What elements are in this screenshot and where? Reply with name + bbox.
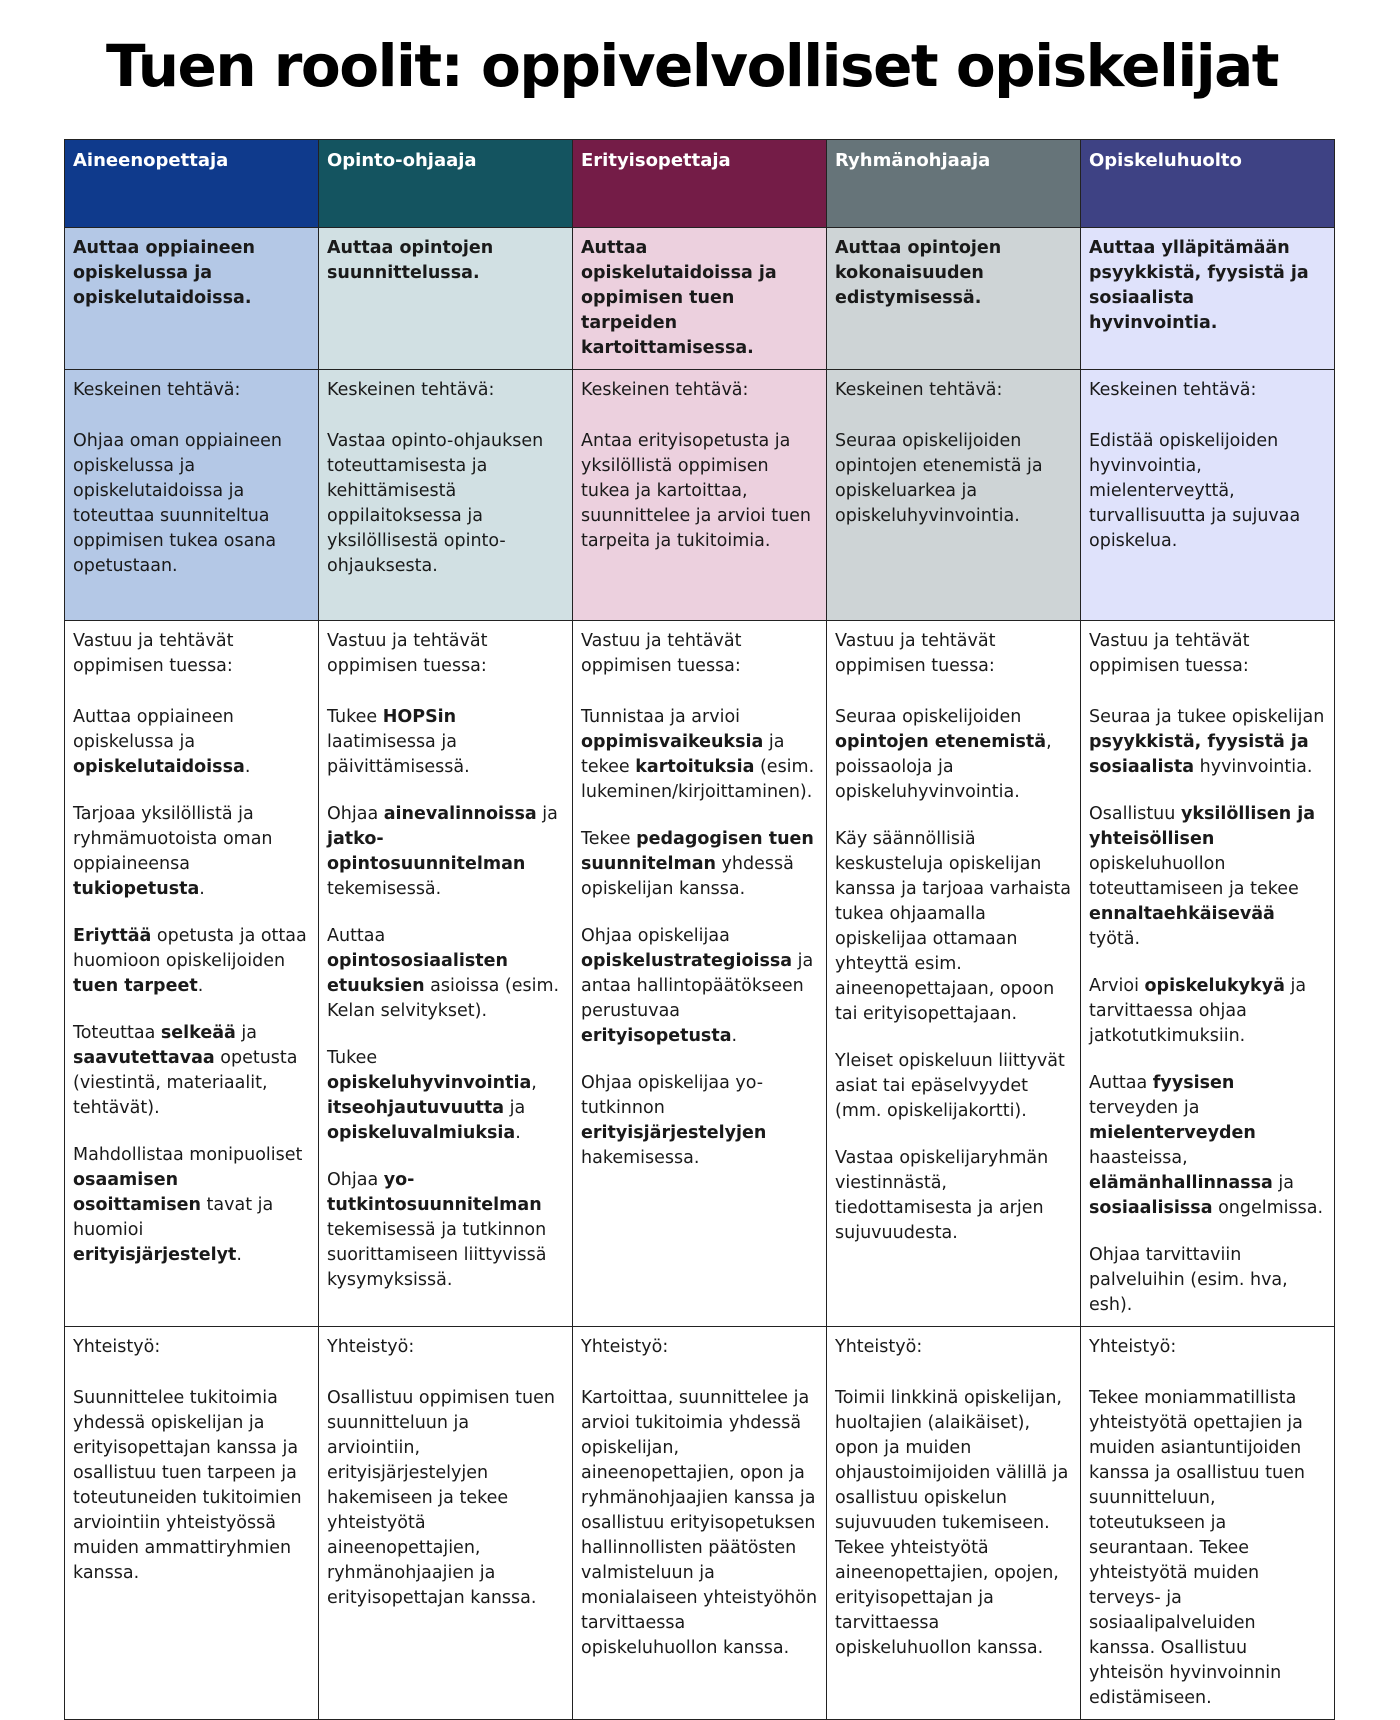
duty-item: Ohjaa tarvittaviin palveluihin (esim. hva, esh). xyxy=(1089,1245,1288,1315)
duty-item: Ohjaa opiskelijaa opiskelustrategioissa ja antaa hallintopäätökseen perustuvaa erityisopetusta. xyxy=(581,926,814,1046)
duties-list xyxy=(327,705,565,1293)
task-text: Vastaa opinto-ohjauksen toteuttamisesta ja kehittämisestä oppilaitoksessa ja yksilöllisestä opinto-ohjauksesta. xyxy=(327,431,544,576)
duty-item: Tunnistaa ja arvioi oppimisvaikeuksia ja tekee kartoituksia (esim. lukeminen/kirjoittaminen). xyxy=(581,707,815,802)
duties-label: Vastuu ja tehtävät oppimisen tuessa: xyxy=(73,631,234,676)
header-ryhmanohjaaja: Ryhmänohjaaja xyxy=(827,140,1081,228)
cooperation-text: Toimii linkkinä opiskelijan, huoltajien (alaikäiset), opon ja muiden ohjaustoimijoiden välillä ja osallistuu opiskelun sujuvuuden tukemiseen. Tekee yhteistyötä aineenopettajien, opojen, erityisopettajan ja tarvittaessa opiskeluhuollon kanssa. xyxy=(835,1388,1069,1658)
cooperation-label: Yhteistyö: xyxy=(73,1337,161,1357)
cooperation-text: Suunnittelee tukitoimia yhdessä opiskelijan ja erityisopettajan kanssa ja osallistuu tuen tarpeen ja toteutuneiden tukitoimien arviointiin yhteistyössä muiden ammattiryhmien kanssa. xyxy=(73,1388,302,1583)
cooperation-label: Yhteistyö: xyxy=(835,1337,923,1357)
duties-label: Vastuu ja tehtävät oppimisen tuessa: xyxy=(835,631,996,676)
summary-row xyxy=(65,228,1335,370)
task-cell xyxy=(1081,370,1335,621)
cooperation-cell xyxy=(827,1327,1081,1720)
duties-row xyxy=(65,621,1335,1327)
task-text: Antaa erityisopetusta ja yksilöllistä oppimisen tukea ja kartoittaa, suunnittelee ja arvioi tuen tarpeita ja tukitoimia. xyxy=(581,431,812,551)
duties-cell xyxy=(65,621,319,1327)
duty-item: Arvioi opiskelukykyä ja tarvittaessa ohjaa jatkotutkimuksiin. xyxy=(1089,976,1307,1046)
task-label: Keskeinen tehtävä: xyxy=(1089,380,1257,400)
duties-cell xyxy=(319,621,573,1327)
duty-item: Ohjaa ainevalinnoissa ja jatko-opintosuunnitelman tekemisessä. xyxy=(327,804,558,899)
duty-item: Toteuttaa selkeää ja saavutettavaa opetusta (viestintä, materiaalit, tehtävät). xyxy=(73,1023,298,1118)
cooperation-label: Yhteistyö: xyxy=(581,1337,669,1357)
cooperation-cell xyxy=(1081,1327,1335,1720)
task-text: Edistää opiskelijoiden hyvinvointia, mielenterveyttä, turvallisuutta ja sujuvaa opiskelua. xyxy=(1089,431,1301,551)
header-row xyxy=(65,140,1335,228)
duty-item: Seuraa ja tukee opiskelijan psyykkistä, fyysistä ja sosiaalista hyvinvointia. xyxy=(1089,707,1325,777)
duty-item: Auttaa opintososiaalisten etuuksien asioissa (esim. Kelan selvitykset). xyxy=(327,926,560,1021)
task-label: Keskeinen tehtävä: xyxy=(581,380,749,400)
duties-cell xyxy=(573,621,827,1327)
duty-item: Tukee opiskeluhyvinvointia, itseohjautuvuutta ja opiskeluvalmiuksia. xyxy=(327,1048,537,1143)
cooperation-label: Yhteistyö: xyxy=(327,1337,415,1357)
cooperation-label: Yhteistyö: xyxy=(1089,1337,1177,1357)
task-cell xyxy=(65,370,319,621)
duty-item: Auttaa fyysisen terveyden ja mielenterveyden haasteissa, elämänhallinnassa ja sosiaalisissa ongelmissa. xyxy=(1089,1073,1324,1218)
duties-list xyxy=(1089,705,1327,1318)
task-text: Ohjaa oman oppiaineen opiskelussa ja opiskelutaidoissa ja toteuttaa suunniteltua oppimisen tukea osana opetustaan. xyxy=(73,431,282,576)
page-title: Tuen roolit: oppivelvolliset opiskelijat xyxy=(106,32,1278,100)
summary-cell: Auttaa opiskelutaidoissa ja oppimisen tuen tarpeiden kartoittamisessa. xyxy=(573,228,827,370)
cooperation-cell xyxy=(65,1327,319,1720)
task-label: Keskeinen tehtävä: xyxy=(73,380,241,400)
duty-item: Käy säännöllisiä keskusteluja opiskelijan kanssa ja tarjoaa varhaista tukea ohjaamalla opiskelijaa ottamaan yhteyttä esim. aineenopettajaan, opoon tai erityisopettajaan. xyxy=(835,829,1072,1024)
duty-item: Tukee HOPSin laatimisessa ja päivittämisessä. xyxy=(327,707,470,777)
task-text: Seuraa opiskelijoiden opintojen etenemistä ja opiskeluarkea ja opiskeluhyvinvointia. xyxy=(835,431,1043,526)
summary-cell: Auttaa opintojen kokonaisuuden edistymisessä. xyxy=(827,228,1081,370)
roles-table xyxy=(64,139,1335,1720)
duty-item: Eriyttää opetusta ja ottaa huomioon opiskelijoiden tuen tarpeet. xyxy=(73,926,307,996)
task-cell xyxy=(827,370,1081,621)
cooperation-text: Kartoittaa, suunnittelee ja arvioi tukitoimia yhdessä opiskelijan, aineenopettajien, opon ja ryhmänohjaajien kanssa ja osallistuu erityisopetuksen hallinnollisten päätösten valmisteluun ja monialaiseen yhteistyöhön tarvittaessa opiskeluhuollon kanssa. xyxy=(581,1388,818,1658)
duty-item: Seuraa opiskelijoiden opintojen etenemistä, poissaoloja ja opiskeluhyvinvointia. xyxy=(835,707,1052,802)
header-opiskeluhuolto: Opiskeluhuolto xyxy=(1081,140,1335,228)
duty-item: Mahdollistaa monipuoliset osaamisen osoittamisen tavat ja huomioi erityisjärjestelyt. xyxy=(73,1145,303,1265)
task-cell xyxy=(319,370,573,621)
duty-item: Auttaa oppiaineen opiskelussa ja opiskelutaidoissa. xyxy=(73,707,251,777)
duties-list xyxy=(581,705,819,1171)
duty-item: Yleiset opiskeluun liittyvät asiat tai epäselvyydet (mm. opiskelijakortti). xyxy=(835,1051,1065,1121)
cooperation-cell xyxy=(573,1327,827,1720)
summary-cell: Auttaa oppiaineen opiskelussa ja opiskelutaidoissa. xyxy=(65,228,319,370)
header-erityisopettaja: Erityisopettaja xyxy=(573,140,827,228)
duty-item: Tekee pedagogisen tuen suunnitelman yhdessä opiskelijan kanssa. xyxy=(581,829,814,899)
duty-item: Tarjoaa yksilöllistä ja ryhmämuotoista oman oppiaineensa tukiopetusta. xyxy=(73,804,273,899)
duties-label: Vastuu ja tehtävät oppimisen tuessa: xyxy=(327,631,488,676)
duty-item: Osallistuu yksilöllisen ja yhteisöllisen opiskeluhuollon toteuttamiseen ja tekee ennaltaehkäisevää työtä. xyxy=(1089,804,1316,949)
task-label: Keskeinen tehtävä: xyxy=(835,380,1003,400)
summary-cell: Auttaa opintojen suunnittelussa. xyxy=(319,228,573,370)
duties-list xyxy=(835,705,1073,1246)
duties-list xyxy=(73,705,311,1268)
task-row xyxy=(65,370,1335,621)
header-aineenopettaja: Aineenopettaja xyxy=(65,140,319,228)
cooperation-row xyxy=(65,1327,1335,1720)
duties-label: Vastuu ja tehtävät oppimisen tuessa: xyxy=(1089,631,1250,676)
cooperation-cell xyxy=(319,1327,573,1720)
duties-label: Vastuu ja tehtävät oppimisen tuessa: xyxy=(581,631,742,676)
task-cell xyxy=(573,370,827,621)
duties-cell xyxy=(1081,621,1335,1327)
cooperation-text: Osallistuu oppimisen tuen suunnitteluun ja arviointiin, erityisjärjestelyjen hakemiseen ja tekee yhteistyötä aineenopettajien, ryhmänohjaajien ja erityisopettajan kanssa. xyxy=(327,1388,555,1608)
duties-cell xyxy=(827,621,1081,1327)
duty-item: Vastaa opiskelijaryhmän viestinnästä, tiedottamisesta ja arjen sujuvuudesta. xyxy=(835,1148,1049,1243)
cooperation-text: Tekee moniammatillista yhteistyötä opettajien ja muiden asiantuntijoiden kanssa ja osallistuu tuen suunnitteluun, toteutukseen ja seurantaan. Tekee yhteistyötä muiden terveys- ja sosiaalipalveluiden kanssa. Osallistuu yhteisön hyvinvoinnin edistämiseen. xyxy=(1089,1388,1305,1708)
duty-item: Ohjaa opiskelijaa yo-tutkinnon erityisjärjestelyjen hakemisessa. xyxy=(581,1073,767,1168)
task-label: Keskeinen tehtävä: xyxy=(327,380,495,400)
summary-cell: Auttaa ylläpitämään psyykkistä, fyysistä ja sosiaalista hyvinvointia. xyxy=(1081,228,1335,370)
duty-item: Ohjaa yo-tutkintosuunnitelman tekemisessä ja tutkinnon suorittamiseen liittyvissä kysymyksissä. xyxy=(327,1170,547,1290)
header-opinto-ohjaaja: Opinto-ohjaaja xyxy=(319,140,573,228)
